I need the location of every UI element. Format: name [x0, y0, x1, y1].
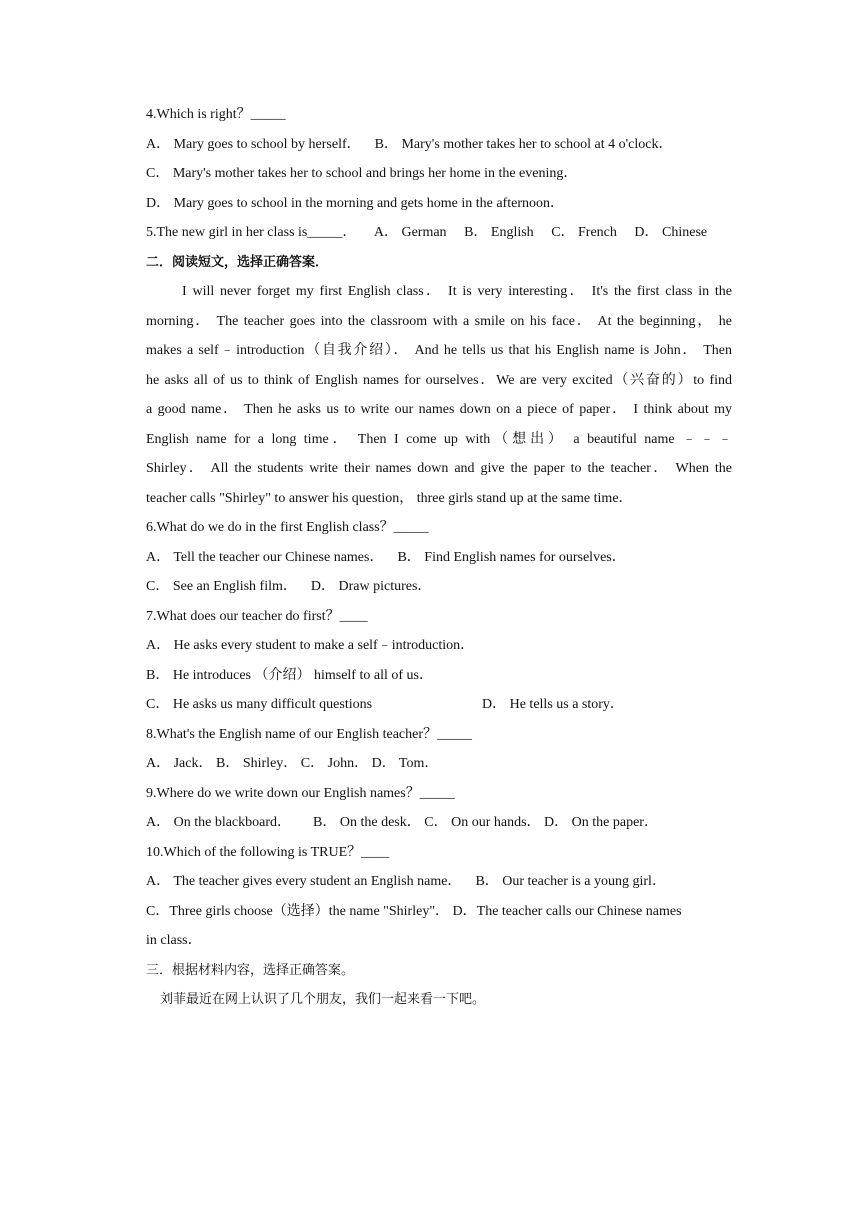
- passage-line: teacher calls "Shirley" to answer his question， three girls stand up at the same time．: [146, 490, 633, 506]
- passage-line: Shirley． All the students write their names down and give the paper to the teacher． When the: [146, 461, 732, 476]
- question-5-option-d[interactable]: D． Chinese: [634, 225, 708, 240]
- question-7-option-b[interactable]: B． He introduces （介绍） himself to all of us．: [146, 667, 433, 683]
- question-10-option-a[interactable]: A． The teacher gives every student an English name．: [146, 874, 462, 889]
- question-10-options-cd: [146, 897, 732, 927]
- section-2-title: 二．阅读短文，选择正确答案．: [146, 254, 329, 270]
- question-10-option-d[interactable]: D．The teacher calls our Chinese names: [452, 903, 682, 919]
- passage-line: English name for a long time． Then I come up with（想出） a beautiful name ﹣﹣﹣: [146, 431, 732, 447]
- question-8-option-a[interactable]: A． Jack．: [146, 756, 213, 771]
- section-3-intro: 刘菲最近在网上认识了几个朋友，我们一起来看一下吧。: [160, 992, 486, 1007]
- question-8-option-d[interactable]: D． Tom．: [371, 756, 439, 771]
- question-8-option-c[interactable]: C． John．: [300, 756, 369, 771]
- question-8-option-b[interactable]: B． Shirley．: [216, 756, 298, 771]
- question-6-option-d[interactable]: D． Draw pictures．: [310, 579, 432, 594]
- question-7-option-d[interactable]: D． He tells us a story．: [482, 697, 624, 712]
- question-7-stem: 7.What does our teacher do first？____: [146, 608, 368, 624]
- question-7-options-cd: [146, 690, 732, 720]
- question-10-stem: 10.Which of the following is TRUE？____: [146, 844, 390, 860]
- question-5-option-c[interactable]: C． French: [551, 225, 617, 240]
- question-4-option-d[interactable]: D． Mary goes to school in the morning and gets home in the afternoon．: [146, 195, 564, 211]
- question-10-option-d-continued: in class．: [146, 933, 202, 948]
- passage-line: morning． The teacher goes into the classroom with a smile on his face． At the beginning， he: [146, 313, 732, 329]
- question-10-option-b[interactable]: B． Our teacher is a young girl．: [475, 874, 666, 889]
- question-10-options-ab: [146, 867, 732, 897]
- passage-line: I will never forget my first English class． It is very interesting． It's the first class in the: [182, 284, 732, 299]
- question-9-option-a[interactable]: A． On the blackboard．: [146, 815, 292, 830]
- question-5-stem: 5.The new girl in her class is_____．: [146, 225, 357, 240]
- question-5-option-b[interactable]: B． English: [464, 225, 534, 240]
- question-10-option-c[interactable]: C．Three girls choose（选择）the name "Shirley"．: [146, 903, 450, 919]
- question-4-option-b[interactable]: B． Mary's mother takes her to school at 4 o'clock．: [374, 136, 673, 152]
- question-6-option-c[interactable]: C． See an English film．: [146, 579, 297, 594]
- question-9-option-c[interactable]: C． On our hands．: [424, 815, 541, 830]
- question-6-options-ab: [146, 543, 732, 573]
- question-9-options: [146, 808, 732, 838]
- question-7-option-a[interactable]: A． He asks every student to make a self﹣introduction．: [146, 638, 475, 653]
- question-5-row: [146, 218, 732, 248]
- worksheet-page: [146, 100, 732, 1015]
- question-6-stem: 6.What do we do in the first English class？_____: [146, 520, 429, 535]
- reading-passage: [146, 277, 732, 513]
- question-9-option-d[interactable]: D． On the paper．: [544, 815, 658, 830]
- question-8-options: [146, 749, 732, 779]
- question-9-option-b[interactable]: B． On the desk．: [313, 815, 421, 830]
- passage-line: makes a self﹣introduction（自我介绍）． And he tells us that his English name is John． Then: [146, 343, 732, 358]
- question-6-option-a[interactable]: A． Tell the teacher our Chinese names．: [146, 549, 384, 565]
- question-9-stem: 9.Where do we write down our English names？_____: [146, 785, 455, 801]
- question-4-stem: 4.Which is right？_____: [146, 107, 286, 122]
- question-6-options-cd: [146, 572, 732, 602]
- question-7-option-c[interactable]: C． He asks us many difficult questions: [146, 697, 373, 712]
- question-6-option-b[interactable]: B． Find English names for ourselves．: [397, 549, 626, 565]
- passage-line: he asks all of us to think of English names for ourselves．We are very excited（兴奋的）to find: [146, 372, 732, 388]
- section-3-title: 三．根据材料内容，选择正确答案。: [146, 962, 355, 978]
- question-4-option-c[interactable]: C． Mary's mother takes her to school and brings her home in the evening．: [146, 166, 578, 181]
- question-5-option-a[interactable]: A． German: [373, 225, 447, 240]
- question-8-stem: 8.What's the English name of our English teacher？_____: [146, 726, 472, 742]
- passage-line: a good name． Then he asks us to write our names down on a piece of paper． I think about my: [146, 402, 732, 417]
- question-4-options-ab: [146, 130, 732, 160]
- question-4-option-a[interactable]: A． Mary goes to school by herself．: [146, 136, 361, 152]
